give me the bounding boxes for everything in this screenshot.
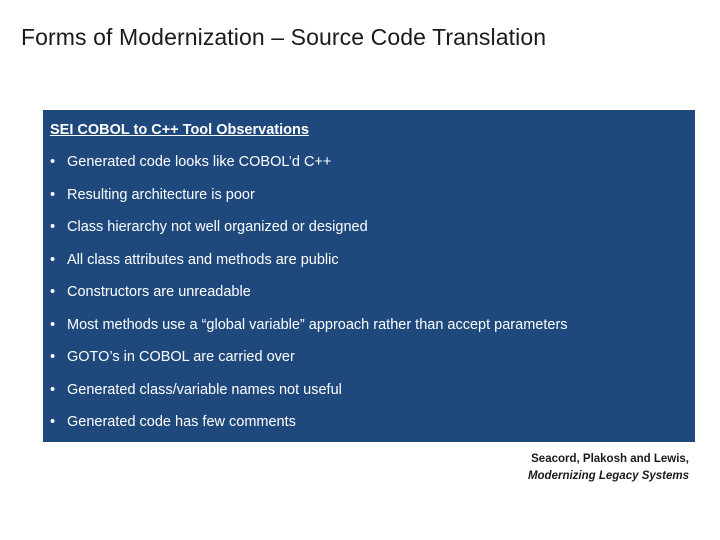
bullet-icon: • — [50, 316, 56, 333]
bullet-icon: • — [50, 186, 56, 203]
list-item — [50, 283, 688, 301]
list-item — [50, 413, 688, 431]
list-item-text: All class attributes and methods are public — [67, 251, 339, 268]
bullet-icon: • — [50, 414, 56, 430]
list-item-text: Generated code has few comments — [67, 414, 296, 430]
bullet-icon: • — [50, 219, 56, 235]
bullet-icon: • — [50, 284, 56, 300]
list-item — [50, 218, 688, 236]
list-item — [50, 153, 688, 171]
list-item-text: Constructors are unreadable — [67, 284, 251, 300]
list-item-text: Generated code looks like COBOL’d C++ — [67, 154, 332, 170]
list-item — [50, 348, 688, 366]
list-item-text: Class hierarchy not well organized or designed — [67, 219, 368, 235]
list-item-text: Most methods use a “global variable” approach rather than accept parameters — [67, 316, 568, 333]
list-item — [50, 381, 688, 399]
list-item-text: GOTO’s in COBOL are carried over — [67, 349, 295, 365]
list-item-text: Generated class/variable names not useful — [67, 381, 342, 398]
list-item — [50, 316, 688, 334]
bullet-icon: • — [50, 251, 56, 268]
bullet-icon: • — [50, 381, 56, 398]
citation — [528, 451, 689, 485]
observation-list — [50, 153, 688, 431]
citation-authors: Seacord, Plakosh and Lewis, — [531, 453, 689, 465]
list-item-text: Resulting architecture is poor — [67, 186, 255, 203]
observations-panel — [43, 110, 695, 442]
panel-heading: SEI COBOL to C++ Tool Observations — [50, 122, 309, 138]
citation-work: Modernizing Legacy Systems — [527, 470, 689, 482]
list-item — [50, 186, 688, 204]
bullet-icon: • — [50, 349, 56, 365]
list-item — [50, 251, 688, 269]
bullet-icon: • — [50, 154, 56, 170]
slide-title: Forms of Modernization – Source Code Translation — [21, 24, 547, 50]
